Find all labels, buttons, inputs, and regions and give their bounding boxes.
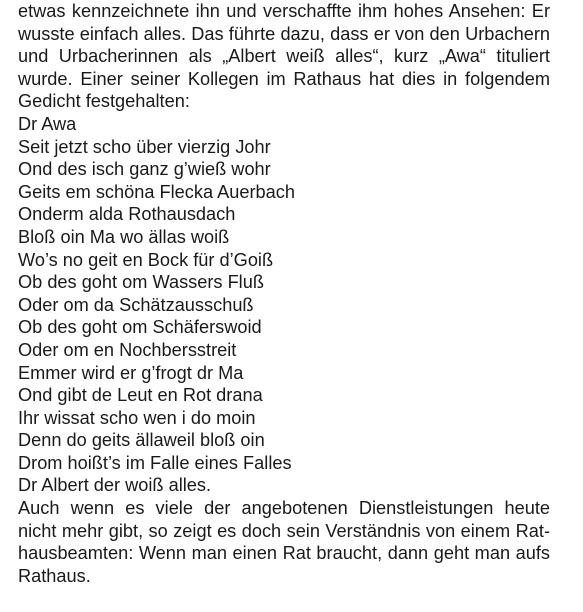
poem-line: Denn do geits ällaweil bloß oin [18,430,265,451]
poem-line: Dr Albert der woiß alles. [18,475,212,496]
poem-line: Bloß oin Ma wo ällas woiß [18,226,230,247]
poem-line: Oder om en Nochbersstreit [18,339,237,360]
poem [18,113,550,497]
poem-line: Ihr wissat scho wen i do moin [18,407,256,428]
poem-line: Emmer wird er g’frogt dr Ma [18,362,244,383]
poem-line: Ob des goht om Wassers Fluß [18,272,264,293]
poem-line: Drom hoißt’s im Falle eines Falles [18,452,292,473]
intro-paragraph: etwas kennzeichnete ihn und verschaffte ihm hohes Ansehen: Er wusste einfach alles. Das führte dazu, dass er von den Urbachern und Urbacherinnen als „Albert weiß alles“, kurz „Awa“ tituliert wurde. Einer seiner Kollegen im Rathaus hat dies in folgendem Gedicht festgehalten: [18,1,550,112]
poem-line: Ob des goht om Schäferswoid [18,317,262,338]
document-page [18,0,550,587]
poem-line: Ond gibt de Leut en Rot drana [18,385,263,406]
outro-paragraph: Auch wenn es viele der angebotenen Dienstleistungen heute nicht mehr gibt, so zeigt es doch sein Verständnis von einem Rathausbeamten: Wenn man einen Rat braucht, dann geht man aufs Rathaus. [18,498,550,586]
poem-line: Dr Awa [18,113,77,134]
poem-line: Seit jetzt scho über vierzig Johr [18,136,271,157]
poem-line: Oder om da Schätzausschuß [18,294,254,315]
poem-line: Ond des isch ganz g’wieß wohr [18,159,271,180]
poem-line: Onderm alda Rothausdach [18,204,236,225]
poem-line: Wo’s no geit en Bock für d’Goiß [18,249,274,270]
poem-line: Geits em schöna Flecka Auerbach [18,181,295,202]
